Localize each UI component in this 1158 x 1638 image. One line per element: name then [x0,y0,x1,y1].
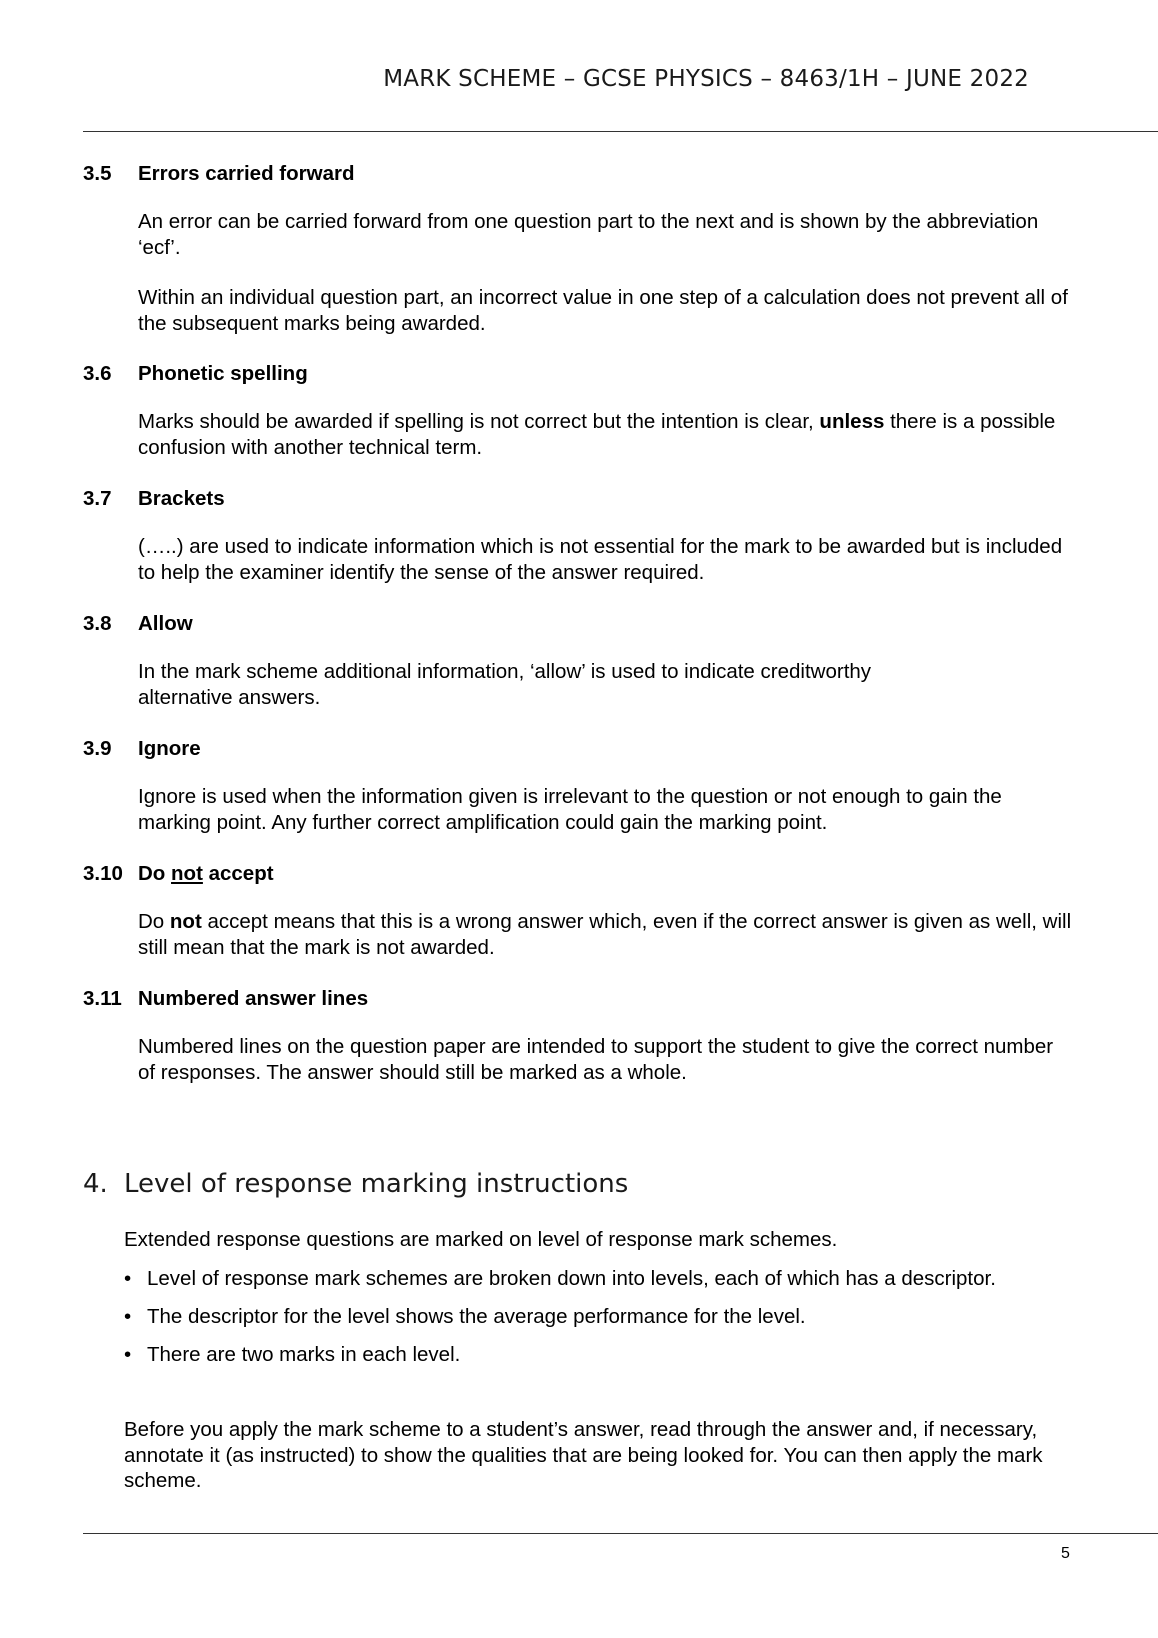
paragraph [138,659,1073,710]
footer-divider [83,1533,1158,1534]
section-heading [83,161,1073,187]
section-3-9 [83,736,1073,835]
paragraph: Ignore is used when the information given is irrelevant to the question or not enough to gain the marking point. Any further correct amplification could gain the marking point. [138,785,1002,834]
level-of-response-list [124,1266,996,1380]
section-3-10 [83,861,1073,960]
section-title: accept [202,862,274,885]
section-title: Brackets [138,487,225,510]
text-line: In the mark scheme additional information, ‘allow’ is used to indicate creditworthy [138,660,872,683]
text-run: there is a possible confusion with another technical term. [138,410,1056,459]
section-title: Do [138,862,172,885]
section-3-5 [83,161,1073,336]
section-3-8 [83,611,1073,710]
text-line: alternative answers. [138,685,321,709]
section-3-7 [83,486,1073,585]
section-number: 3.6 [83,362,112,385]
section-title: Errors carried forward [138,162,355,185]
emphasis-not: not [169,910,202,933]
section-title: Ignore [138,737,201,760]
section-heading [83,486,1073,512]
section-number: 3.7 [83,487,112,510]
text-run: Marks should be awarded if spelling is not correct but the intention is clear, [138,410,820,433]
underlined-not: not [171,862,203,885]
paragraph [138,409,1073,460]
section-number: 3.11 [83,987,122,1010]
paragraph: Numbered lines on the question paper are intended to support the student to give the correct number of responses. The answer should still be marked as a whole. [138,1035,1054,1084]
header-divider [83,131,1158,132]
emphasis-unless: unless [819,410,885,433]
text-run: Do [138,910,170,933]
section-number: 3.8 [83,612,112,635]
section-heading [83,986,1073,1012]
section-number: 3.10 [83,862,123,885]
section-heading [83,736,1073,762]
section-heading [83,861,1073,887]
section-number: 4. [83,1169,108,1199]
section-number: 3.9 [83,737,112,760]
section-title: Numbered answer lines [138,987,369,1010]
list-item: • Level of response mark schemes are broken down into levels, each of which has a descriptor. [124,1266,996,1304]
paragraph: An error can be carried forward from one question part to the next and is shown by the abbreviation ‘ecf’. [138,210,1039,259]
paragraph [138,909,1073,960]
section-3-11 [83,986,1073,1085]
section-heading [83,361,1073,387]
section-3-6 [83,361,1073,460]
list-item: • There are two marks in each level. [124,1342,996,1380]
section-title: Level of response marking instructions [124,1169,629,1199]
text-run: accept means that this is a wrong answer which, even if the correct answer is given as well, will still mean that the mark is not awarded. [138,910,1072,959]
paragraph: Within an individual question part, an incorrect value in one step of a calculation does not prevent all of the subsequent marks being awarded. [138,286,1068,335]
list-item: • The descriptor for the level shows the average performance for the level. [124,1304,996,1342]
level-of-response-intro: Extended response questions are marked on level of response mark schemes. [124,1228,838,1251]
section-number: 3.5 [83,162,112,185]
level-of-response-guidance: Before you apply the mark scheme to a student’s answer, read through the answer and, if necessary, annotate it (as instructed) to show the qualities that are being looked for. You can then apply the mark scheme. [124,1418,1043,1492]
section-heading [83,611,1073,637]
section-4-heading [83,1169,628,1199]
paragraph: (…..) are used to indicate information which is not essential for the mark to be awarded but is included to help the examiner identify the sense of the answer required. [138,535,1063,584]
page-header-title: MARK SCHEME – GCSE PHYSICS – 8463/1H – JUNE 2022 [383,66,1029,92]
section-title: Phonetic spelling [138,362,308,385]
page-number: 5 [1061,1545,1070,1562]
section-title: Allow [138,612,193,635]
